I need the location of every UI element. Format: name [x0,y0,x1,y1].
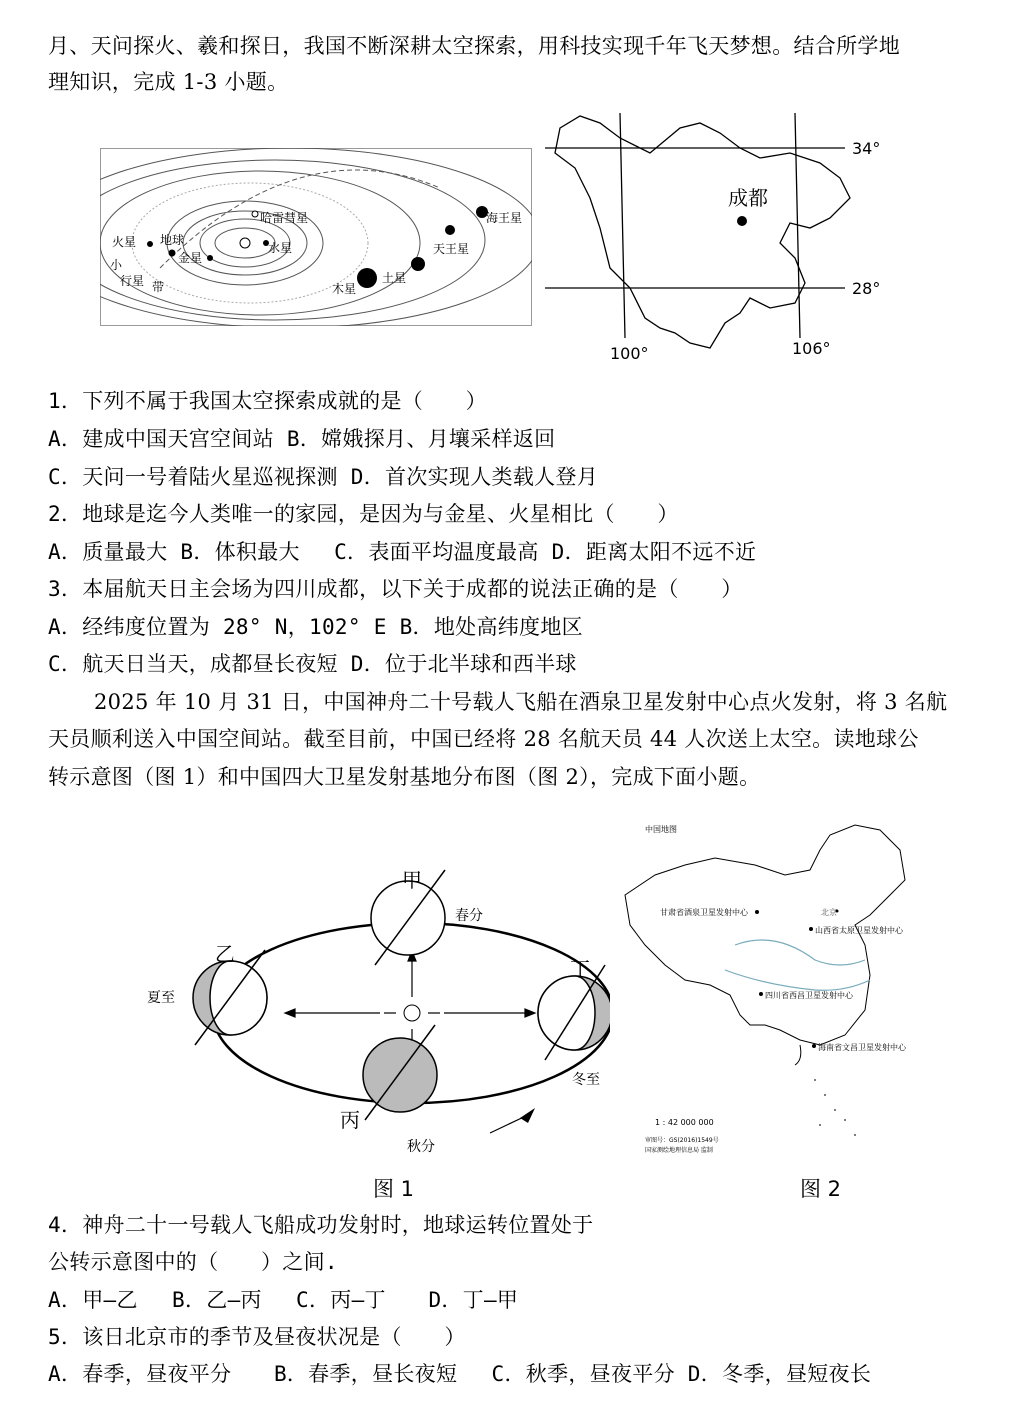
map-approval-2: 国家测绘地理信息局 监制 [645,1147,713,1154]
label-halley: 哈雷彗星 [260,211,309,225]
label-autumn-equinox: 秋分 [407,1139,435,1155]
map-title: 中国地图 [645,825,677,834]
label-asteroid-2: 行星 [120,274,145,288]
fig2-caption: 图 2 [800,1177,842,1201]
map-approval-1: 审图号：GS(2016)1549号 [645,1137,719,1144]
pos-yi: 乙 [215,942,235,966]
intro-line-1: 月、天问探火、羲和探日，我国不断深耕太空探索，用科技实现千年飞天梦想。结合所学地 [48,34,900,58]
q1: 1．下列不属于我国太空探索成就的是（ ） [48,389,487,413]
q3-opt-ab: A．经纬度位置为 28° N，102° E B．地处高纬度地区 [48,615,583,639]
q2-opts: A．质量最大 B．体积最大 C．表面平均温度最高 D．距离太阳不远不近 [48,540,757,564]
lat-28: 28° [852,279,881,298]
q3-opt-cd: C．航天日当天，成都昼长夜短 D．位于北半球和西半球 [48,652,577,676]
label-jupiter: 木星 [332,282,357,296]
intro-line-2: 理知识，完成 1-3 小题。 [48,70,289,94]
china-launch-sites-map [615,820,915,1160]
label-uranus: 天王星 [433,242,470,256]
lat-34: 34° [852,139,881,158]
passage-line-2: 天员顺利送入中国空间站。截至目前，中国已经将 28 名航天员 44 人次送上太空。读地球公 [48,727,919,751]
label-asteroid-3: 带 [152,280,165,294]
q5-opts: A．春季，昼夜平分 B．春季，昼长夜短 C．秋季，昼夜平分 D．冬季，昼短夜长 [48,1362,872,1386]
q1-opt-ab: A．建成中国天宫空间站 B．嫦娥探月、月壤采样返回 [48,427,556,451]
q4-opts: A．甲—乙 B．乙—丙 C．丙—丁 D．丁—甲 [48,1288,519,1312]
label-spring-equinox: 春分 [455,908,483,924]
passage-line-1: 2025 年 10 月 31 日，中国神舟二十号载人飞船在酒泉卫星发射中心点火发射，将 3 名航 [94,690,948,714]
site-xichang: 四川省西昌卫星发射中心 [765,991,853,1000]
label-neptune: 海王星 [486,211,523,225]
q2: 2．地球是迄今人类唯一的家园，是因为与金星、火星相比（ ） [48,502,679,526]
q4: 4．神舟二十一号载人飞船成功发射时，地球运转位置处于 [48,1213,594,1237]
lon-100: 100° [610,344,649,363]
site-jiuquan: 甘肃省酒泉卫星发射中心 [660,908,748,917]
label-asteroid-1: 小 [110,258,123,272]
q5: 5．该日北京市的季节及昼夜状况是（ ） [48,1325,466,1349]
pos-ding: 丁 [570,957,590,981]
label-winter-solstice: 冬至 [572,1072,600,1088]
fig1-caption: 图 1 [373,1177,415,1201]
map-city-chengdu: 成都 [728,186,768,210]
label-saturn: 土星 [382,271,407,285]
q4-line-2: 公转示意图中的（ ）之间. [48,1250,338,1274]
label-mercury: 水星 [268,241,293,255]
sichuan-map [540,108,900,363]
passage-line-3: 转示意图（图 1）和中国四大卫星发射基地分布图（图 2），完成下面小题。 [48,765,761,789]
label-venus: 金星 [178,251,203,265]
label-summer-solstice: 夏至 [147,990,175,1006]
map-scale: 1 : 42 000 000 [655,1118,714,1127]
earth-revolution-figure [140,865,610,1165]
q1-opt-cd: C．天问一号着陆火星巡视探测 D．首次实现人类载人登月 [48,465,599,489]
label-mars: 火星 [112,235,137,249]
solar-system-figure [100,148,532,326]
lon-106: 106° [792,339,831,358]
pos-jia: 甲 [402,868,422,892]
site-taiyuan: 山西省太原卫星发射中心 [815,926,903,935]
pos-bing: 丙 [340,1108,360,1132]
label-beijing: 北京 [821,908,837,917]
q3: 3．本届航天日主会场为四川成都，以下关于成都的说法正确的是（ ） [48,577,743,601]
site-wenchang: 海南省文昌卫星发射中心 [818,1043,906,1052]
label-earth: 地球 [160,233,185,247]
